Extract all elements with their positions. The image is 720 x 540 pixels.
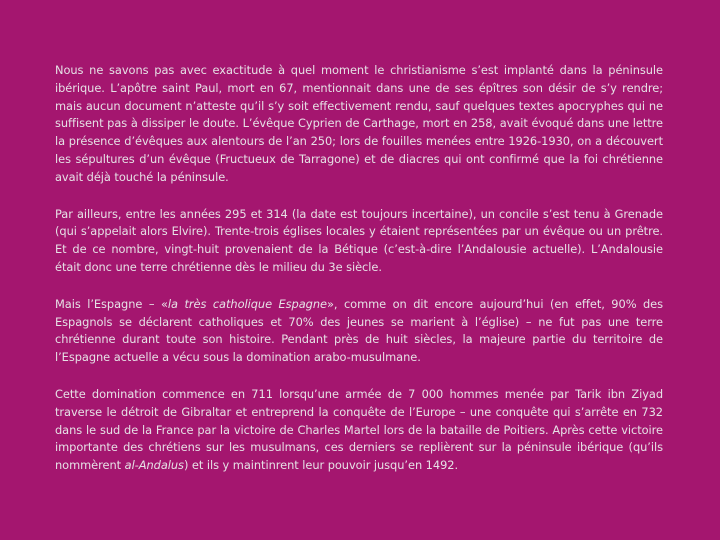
paragraph-muslim-conquest-text-after: ) et ils y maintinrent leur pouvoir jusqu’en 1492. <box>183 458 459 473</box>
paragraph-catholic-spain-text-after: », comme on dit encore aujourd’hui (en effet, 90% des Espagnols se déclarent catholiques et 70% des jeunes se marient à l’église) – ne fut pas une terre chrétienne durant toute son histoire. Pendant près de huit siècles, la majeure partie du territoire de l’Espagne actuelle a vécu sous la domination arabo-musulmane. <box>55 296 663 365</box>
paragraph-muslim-conquest <box>55 386 663 475</box>
text-block <box>55 62 663 475</box>
paragraph-council-of-elvira: Par ailleurs, entre les années 295 et 314 (la date est toujours incertaine), un concile s’est tenu à Grenade (qui s’appelait alors Elvire). Trente-trois églises locales y étaient représentées par un évêque ou un prêtre. Et de ce nombre, vingt-huit provenaient de la Bétique (c’est-à-dire l’Andalousie actuelle). L’Andalousie était donc une terre chrétienne dès le milieu du 3e siècle. <box>55 206 663 274</box>
paragraph-muslim-conquest-italic: al-Andalus <box>124 458 184 473</box>
paragraph-catholic-spain <box>55 296 663 367</box>
paragraph-catholic-spain-text-before: Mais l’Espagne – « <box>55 296 168 311</box>
paragraph-catholic-spain-italic: la très catholique Espagne <box>167 296 327 311</box>
paragraph-muslim-conquest-text-before: Cette domination commence en 711 lorsqu’une armée de 7 000 hommes menée par Tarik ibn Ziyad traverse le détroit de Gibraltar et entreprend la conquête de l’Europe – une conquête qui s’arrête en 732 dans le sud de la France par la victoire de Charles Martel lors de la bataille de Poitiers. Après cette victoire importante des chrétiens sur les musulmans, ces derniers se replièrent sur la péninsule ibérique (qu’ils nommèrent <box>55 386 663 473</box>
paragraph-origins: Nous ne savons pas avec exactitude à quel moment le christianisme s’est implanté dans la péninsule ibérique. L’apôtre saint Paul, mort en 67, mentionnait dans une de ses épîtres son désir de s’y rendre; mais aucun document n’atteste qu’il s’y soit effectivement rendu, sauf quelques textes apocryphes qui ne suffisent pas à dissiper le doute. L’évêque Cyprien de Carthage, mort en 258, avait évoqué dans une lettre la présence d’évêques aux alentours de l’an 250; lors de fouilles menées entre 1926-1930, on a découvert les sépultures d’un évêque (Fructueux de Tarragone) et de diacres qui ont confirmé que la foi chrétienne avait déjà touché la péninsule. <box>55 63 663 184</box>
